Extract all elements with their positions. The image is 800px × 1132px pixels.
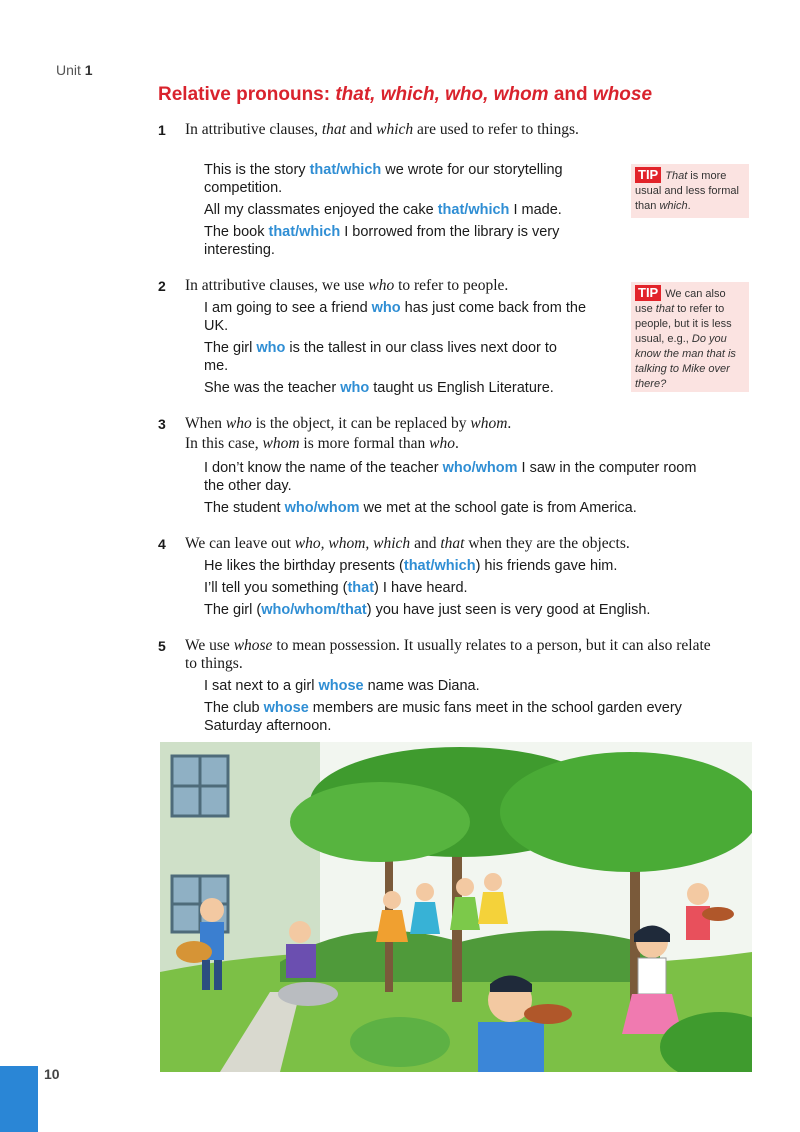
heading-italic: whose: [592, 84, 653, 105]
example-1c: The book that/which I borrowed from the library is very interesting.: [204, 224, 560, 258]
example-3a: I don’t know the name of the teacher who/whom I saw in the computer room the other day.: [204, 460, 697, 494]
example-1a: This is the story that/which we wrote for our storytelling competition.: [204, 162, 563, 196]
rule-5: [158, 637, 718, 673]
example-3b: The student who/whom we met at the school gate is from America.: [204, 500, 637, 516]
example-2a: I am going to see a friend who has just come back from the UK.: [204, 300, 587, 334]
tip-box-1: TIP That is more usual and less formal than which.: [631, 164, 749, 218]
rule-number: 2: [158, 278, 166, 294]
rule-number: 3: [158, 416, 166, 432]
tip-tag: TIP: [635, 285, 661, 301]
rule-text: In attributive clauses, we use who to refer to people.: [185, 277, 509, 294]
example-1b: All my classmates enjoyed the cake that/which I made.: [204, 202, 562, 218]
school-garden-illustration: [160, 742, 752, 1072]
rule-number: 1: [158, 122, 166, 138]
unit-label: [56, 62, 93, 78]
rule-4: [158, 535, 718, 553]
bush: [350, 1017, 450, 1067]
violin-icon: [524, 1004, 572, 1024]
rule-number: 5: [158, 638, 166, 654]
rule-text: In attributive clauses, that and which are used to refer to things.: [185, 121, 579, 138]
page-number: 10: [44, 1066, 60, 1082]
rule-number: 4: [158, 536, 166, 552]
violin-icon: [702, 907, 734, 921]
rock: [278, 982, 338, 1006]
rule-text-line-1: When who is the object, it can be replaced by whom.: [185, 415, 512, 432]
rule-1: [158, 121, 598, 139]
heading-part: and: [548, 84, 593, 105]
rule-2: [158, 277, 598, 295]
rule-text: We use whose to mean possession. It usually relates to a person, but it can also relate to things.: [185, 637, 711, 672]
tip-tag: TIP: [635, 167, 661, 183]
rule-text-line-2: In this case, whom is more formal than who.: [185, 435, 459, 452]
heading-part: Relative pronouns:: [158, 84, 336, 105]
tree-canopy: [500, 752, 752, 872]
example-4b: I’ll tell you something (that) I have heard.: [204, 580, 468, 596]
tree-canopy: [290, 782, 470, 862]
example-5b: The club whose members are music fans meet in the school garden every Saturday afternoon.: [204, 700, 682, 734]
unit-prefix: Unit: [56, 62, 81, 78]
example-2c: She was the teacher who taught us English Literature.: [204, 380, 554, 396]
example-5a: I sat next to a girl whose name was Diana.: [204, 678, 480, 694]
rule-3: [158, 415, 718, 453]
example-4c: The girl (who/whom/that) you have just seen is very good at English.: [204, 602, 651, 618]
page-side-bar: [0, 1066, 38, 1132]
rule-text: We can leave out who, whom, which and that when they are the objects.: [185, 535, 630, 552]
unit-number: 1: [84, 62, 93, 78]
heading-italic: that, which, who, whom: [335, 84, 549, 105]
guitar-icon: [176, 941, 212, 963]
example-4a: He likes the birthday presents (that/which) his friends gave him.: [204, 558, 618, 574]
example-2b: The girl who is the tallest in our class lives next door to me.: [204, 340, 557, 374]
tip-box-2: TIP We can also use that to refer to people, but it is less usual, e.g., Do you know the man that is talking to Mike over there?: [631, 282, 749, 392]
accordion-icon: [286, 944, 316, 978]
section-heading: [158, 84, 652, 106]
